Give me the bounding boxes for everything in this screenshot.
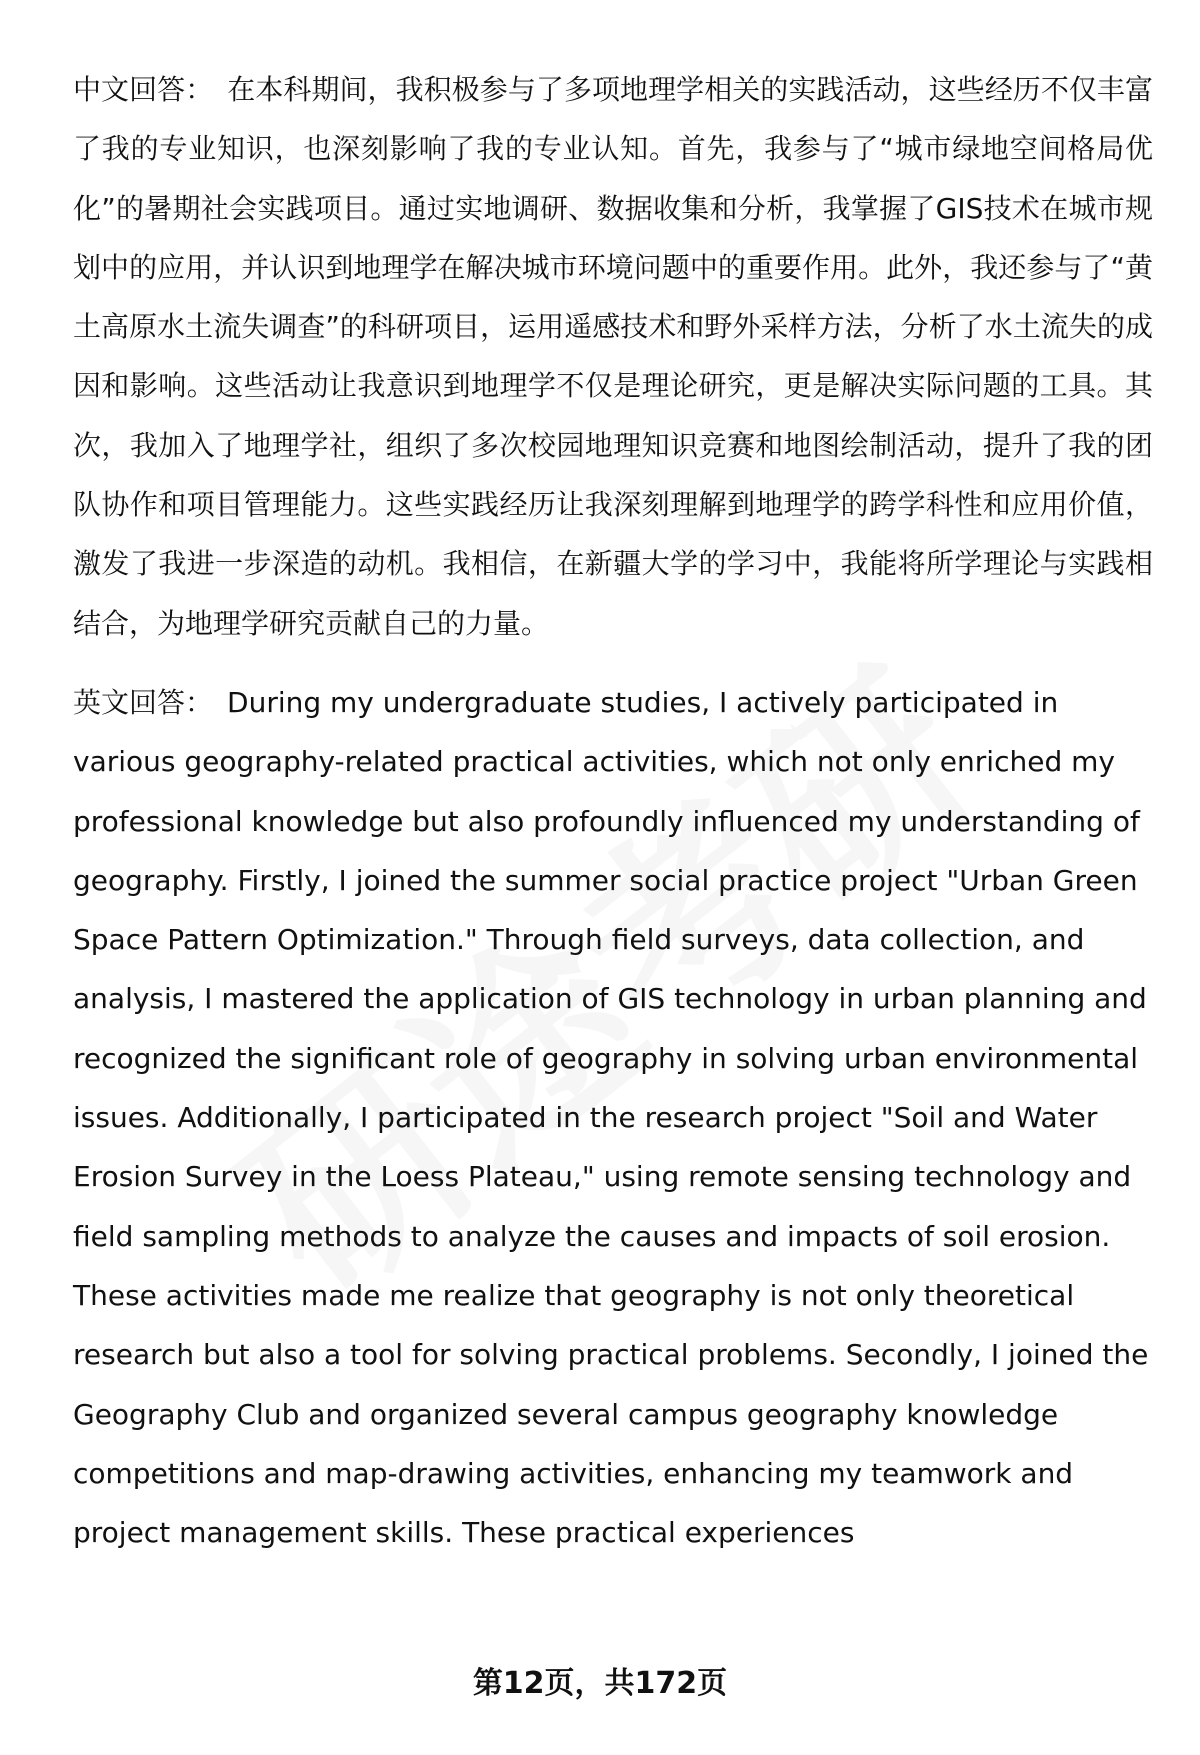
chinese-answer-paragraph [73,60,1153,653]
page-number: 第12页，共172页 [472,1666,728,1701]
document-body [73,60,1153,1562]
english-answer-label: 英文回答： [73,685,214,719]
chinese-answer-text: 在本科期间，我积极参与了多项地理学相关的实践活动，这些经历不仅丰富了我的专业知识，也深刻影响了我的专业认知。首先，我参与了“城市绿地空间格局优化”的暑期社会实践项目。通过实地调研、数据收集和分析，我掌握了GIS技术在城市规划中的应用，并认识到地理学在解决城市环境问题中的重要作用。此外，我还参与了“黄土高原水土流失调查”的科研项目，运用遥感技术和野外采样方法，分析了水土流失的成因和影响。这些活动让我意识到地理学不仅是理论研究，更是解决实际问题的工具。其次，我加入了地理学社，组织了多次校园地理知识竞赛和地图绘制活动，提升了我的团队协作和项目管理能力。这些实践经历让我深刻理解到地理学的跨学科性和应用价值，激发了我进一步深造的动机。我相信，在新疆大学的学习中，我能将所学理论与实践相结合，为地理学研究贡献自己的力量。 [73,73,1153,640]
english-answer-paragraph [73,673,1153,1562]
chinese-answer-label: 中文回答： [73,73,214,106]
english-answer-text: During my undergraduate studies, I actively participated in various geography-related practical activities, which not only enriched my professional knowledge but also profoundly influenced my understanding of geography. Firstly, I joined the summer social practice project "Urban Green Space Pattern Optimization." Through field surveys, data collection, and analysis, I mastered the application of GIS technology in urban planning and recognized the significant role of geography in solving urban environmental issues. Additionally, I participated in the research project "Soil and Water Erosion Survey in the Loess Plateau," using remote sensing technology and field sampling methods to analyze the causes and impacts of soil erosion. These activities made me realize that geography is not only theoretical research but also a tool for solving practical problems. Secondly, I joined the Geography Club and organized several campus geography knowledge competitions and map-drawing activities, enhancing my teamwork and project management skills. These practical experiences [73,685,1149,1550]
